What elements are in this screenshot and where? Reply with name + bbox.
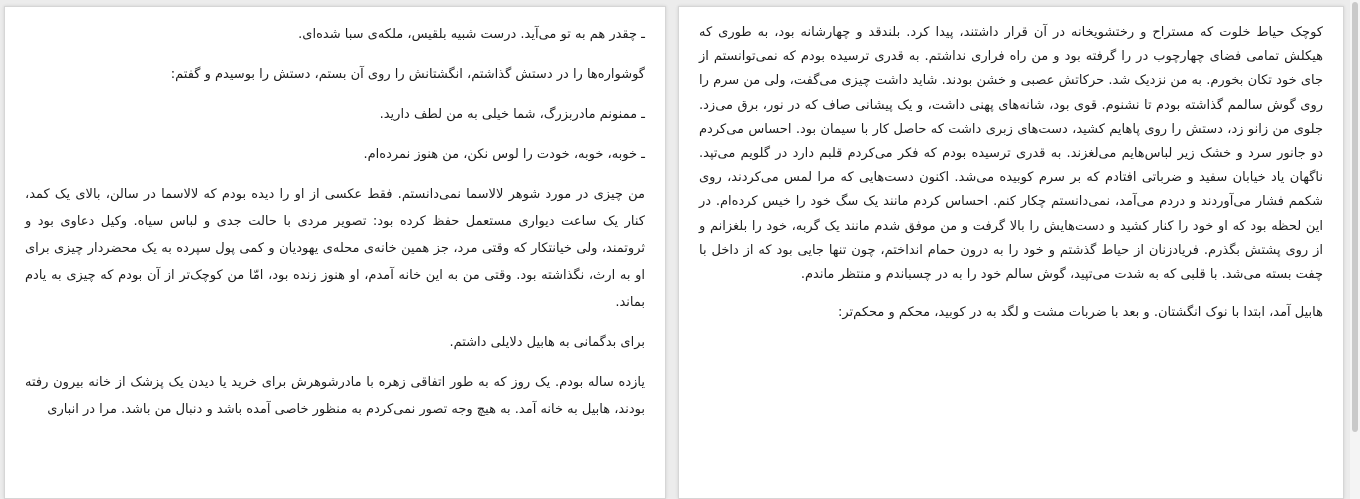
paragraph: برای بدگمانی به هابیل دلایلی داشتم. xyxy=(449,335,645,350)
paragraph: هابیل آمد، ابتدا با نوک انگشتان. و بعد با ضربات مشت و لگد به در کوبید، محکم و محکم‌تر: xyxy=(838,305,1323,321)
scrollbar-thumb[interactable] xyxy=(1352,2,1358,432)
paragraph: ـ خوبه، خوبه، خودت را لوس نکن، من هنوز نمرده‌ام. xyxy=(363,147,645,162)
vertical-scrollbar[interactable] xyxy=(1350,0,1360,499)
paragraph: گوشواره‌ها را در دستش گذاشتم، انگشتانش را روی آن بستم، دستش را بوسیدم و گفتم: xyxy=(170,67,645,82)
paragraph: یازده ساله بودم. یک روز که به طور اتفاقی زهره با مادرشوهرش برای خرید یا دیدن یک پزشک از خانه بیرون رفته بودند، هابیل به خانه آمد. به هیچ وجه تصور نمی‌کردم به منظور خاصی آمده باشد و دنبال من باشد. مرا در انباری xyxy=(25,375,645,417)
paragraph: کوچک حیاط خلوت که مستراح و رختشویخانه در آن قرار داشتند، پیدا کرد. بلندقد و چهارشانه بود، به طوری که هیکلش تمامی فضای چهارچوب در را گرفته بود و من راه فراری نداشتم. به قدری ترسیده بودم که نمی‌توانستم از جای خود تکان بخورم. به من نزدیک شد. حرکاتش عصبی و خشن بودند. شاید داشت چیزی می‌گفت، ولی من سرم را روی گوش سالمم گذاشته بودم تا نشنوم. قوی بود، شانه‌های پهنی داشت، و یک پیشانی صاف که در نور، برق می‌زد. جلوی من زانو زد، دستش را روی پاهایم کشید، دست‌های زبری داشت که حاصل کار با سیمان بود. احساس می‌کردم دو جانور سرد و خشک زیر لباس‌هایم می‌لغزند. به قدری ترسیده بودم که فکر می‌کردم قلبم دارد در گلویم می‌تپد. ناگهان یاد خیابان سفید و ضرباتی افتادم که بر سرم کوبیده می‌شد. اکنون دست‌هایی که مرا لمس می‌کردند، روی شکمم فشار می‌آوردند و دردم می‌آمد، نمی‌دانستم چکار کنم. احساس کردم مانند یک سگ خود را خیس کرده‌ام. در این لحظه بود که او خود را کنار کشید و دست‌هایش را بالا گرفت و من موفق شدم مانند یک گربه، خود را بلغزانم و از روی پشتش بگذرم. فریادزنان از حیاط گذشتم و خود را به درون حمام انداختم، چون تنها جایی بود که از داخل با چفت بسته می‌شد. با قلبی که به شدت می‌تپید، گوش سالم خود را به در چسباندم و منتظر ماندم. xyxy=(699,25,1323,283)
paragraph: ـ چقدر هم به تو می‌آید. درست شبیه بلقیس، ملکه‌ی سبا شده‌ای. xyxy=(298,27,645,42)
paragraph: ـ ممنونم مادربزرگ، شما خیلی به من لطف دارید. xyxy=(379,107,645,122)
right-page xyxy=(678,6,1344,499)
left-page xyxy=(4,6,666,499)
paragraph: من چیزی در مورد شوهر لالاسما نمی‌دانستم. فقط عکسی از او را دیده بودم که لالاسما در سالن، بالای یک کمد، کنار یک ساعت دیواری مستعمل حفظ کرده بود: تصویر مردی با حالت جدی و لباس سیاه. وکیل دعاوی بود و ثروتمند، ولی خیانتکار که وقتی مرد، جز همین خانه‌ی محله‌ی یهودیان و کمی پول سپرده به یک محضردار چیزی برای او به ارث، نگذاشته بود. وقتی من به این خانه آمدم، او هنوز زنده بود، امّا من کوچک‌تر از آن بودم که چیزی به یادم بماند. xyxy=(25,187,645,310)
